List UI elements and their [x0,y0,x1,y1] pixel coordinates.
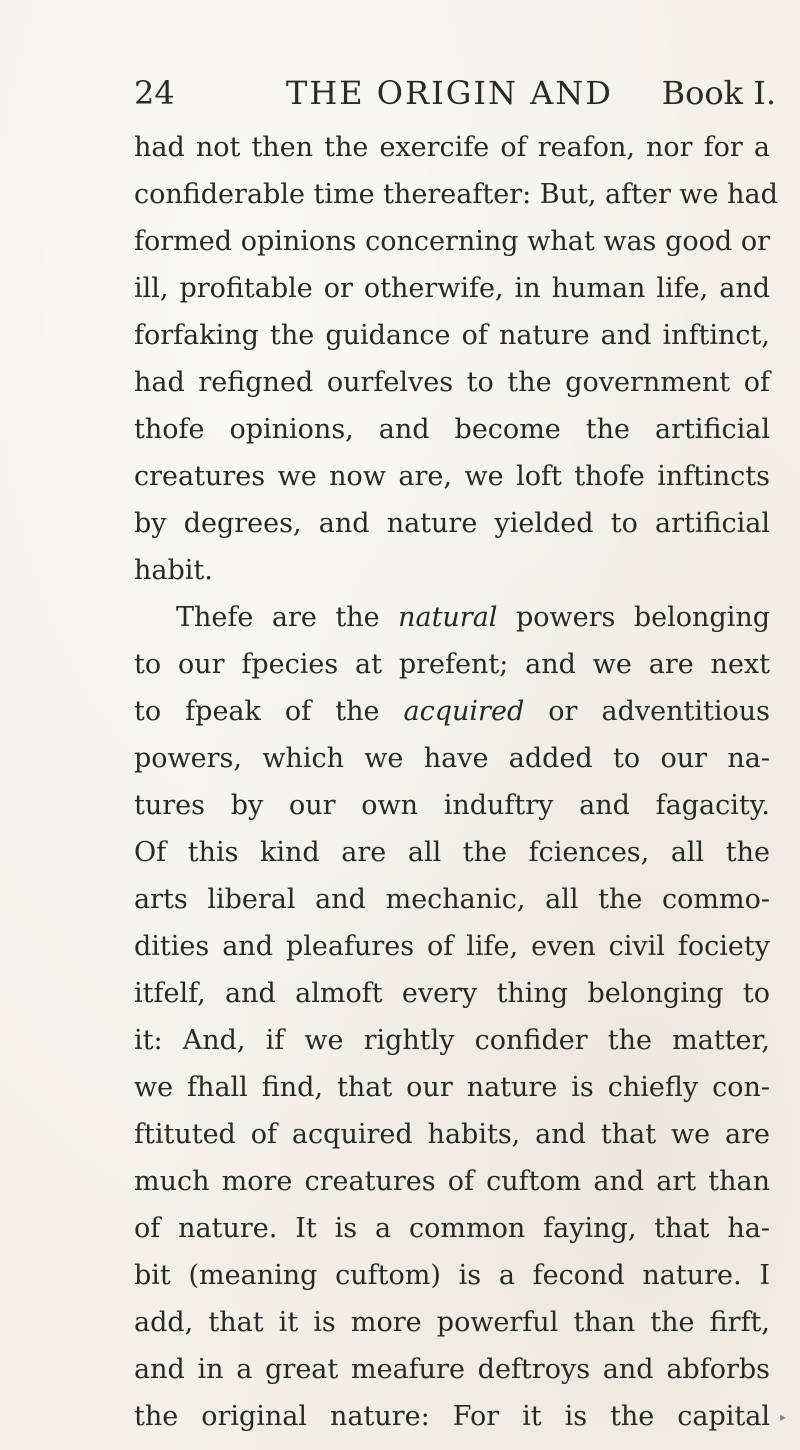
text-line: bit (meaning cuftom) is a fecond nature. I [134,1260,770,1291]
text-fragment: or adventitious [548,696,770,727]
text-line: thofe opinions, and become the artificial [134,414,770,445]
text-line: arts liberal and mechanic, all the commo- [134,884,770,915]
body-text [134,124,778,1440]
text-line-with-italic [134,688,770,735]
text-line: ill, profitable or otherwife, in human life, and [134,273,770,304]
text-fragment: Thefe are the [176,602,380,633]
text-line: we fhall find, that our nature is chiefly con- [134,1072,770,1103]
running-head [134,74,776,118]
text-line: tures by our own induftry and fagacity. [134,790,770,821]
text-line: confiderable time thereafter: But, after we had [134,179,778,210]
page-number: 24 [134,74,175,112]
italic-term: acquired [403,696,525,727]
text-line: and in a great meafure deftroys and abforbs [134,1354,770,1385]
book-label: Book I. [661,74,776,112]
text-line: forfaking the guidance of nature and inftinct, [134,320,770,351]
text-line: much more creatures of cuftom and art than [134,1166,770,1197]
text-line: had refigned ourfelves to the government of [134,367,770,398]
text-line: habit. [134,555,213,586]
text-line: powers, which we have added to our na- [134,743,770,774]
text-line: by degrees, and nature yielded to artificial [134,508,770,539]
text-line: to our fpecies at prefent; and we are next [134,649,770,680]
text-line: had not then the exercife of reafon, nor for a [134,132,770,163]
text-line: of nature. It is a common faying, that ha- [134,1213,770,1244]
text-line: Of this kind are all the fciences, all the [134,837,770,868]
page-speck: ▸ [780,1410,787,1424]
text-line: it: And, if we rightly confider the matter, [134,1025,770,1056]
text-line: the original nature: For it is the capital [134,1401,770,1432]
text-fragment: to fpeak of the [134,696,380,727]
text-line: itfelf, and almoft every thing belonging to [134,978,770,1009]
italic-term: natural [398,602,498,633]
text-line: add, that it is more powerful than the firft, [134,1307,770,1338]
text-line: creatures we now are, we loft thofe inftincts [134,461,770,492]
text-line: ftituted of acquired habits, and that we are [134,1119,770,1150]
text-line: dities and pleafures of life, even civil fociety [134,931,770,962]
text-fragment: powers belonging [515,602,770,633]
running-title: THE ORIGIN AND [286,74,613,112]
paragraph-start-line [134,594,770,641]
text-line: formed opinions concerning what was good or [134,226,770,257]
